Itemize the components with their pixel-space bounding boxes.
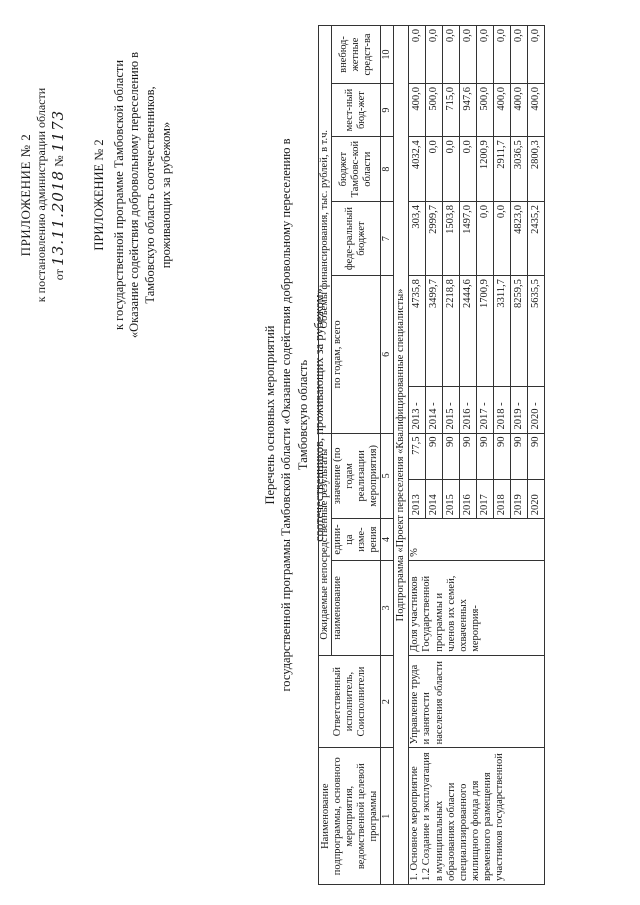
fund-federal-cell: 1497,0 bbox=[460, 202, 477, 276]
result-value-cell: 77,5 bbox=[409, 433, 426, 479]
fund-total-cell: 2444,6 bbox=[460, 276, 477, 387]
fund-local-cell: 715,0 bbox=[443, 83, 460, 136]
header-fund-local: мест-ный бюд-жет bbox=[332, 83, 381, 136]
title-line-1: Перечень основных мероприятий bbox=[263, 325, 277, 505]
fund-year-cell: 2018 - bbox=[494, 387, 511, 433]
fund-local-cell: 400,0 bbox=[528, 83, 545, 136]
result-year-cell: 2017 bbox=[477, 479, 494, 518]
header-fund-regional: бюджет Тамбовс-кой области bbox=[332, 137, 381, 202]
measures-table bbox=[318, 25, 545, 885]
fund-offbudget-cell: 0,0 bbox=[494, 26, 511, 84]
fund-regional-cell: 2911,7 bbox=[494, 137, 511, 202]
program-appendix-line-3: Тамбовскую область соотечественников, bbox=[142, 86, 157, 304]
result-value-cell: 90 bbox=[528, 433, 545, 479]
header-unit: едини-ца изме-рения bbox=[332, 519, 381, 561]
header-results-group: Ожидаемые непосредственные результаты bbox=[319, 433, 332, 655]
result-year-cell: 2014 bbox=[426, 479, 443, 518]
table-row bbox=[409, 26, 426, 885]
fund-year-cell: 2019 - bbox=[511, 387, 528, 433]
program-appendix-line-2: «Оказание содействия добровольному переселению в bbox=[127, 51, 142, 339]
result-value-cell: 90 bbox=[511, 433, 528, 479]
responsible-cell: Управление труда и занятости населения области bbox=[409, 655, 545, 748]
fund-total-cell: 8259,5 bbox=[511, 276, 528, 387]
program-appendix-header bbox=[92, 30, 174, 360]
col-number: 8 bbox=[381, 137, 394, 202]
result-value-cell: 90 bbox=[443, 433, 460, 479]
fund-local-cell: 500,0 bbox=[477, 83, 494, 136]
fund-federal-cell: 4823,0 bbox=[511, 202, 528, 276]
result-name-cell: Доля участников Государственной программы и членов их семей, охваченных мероприя- bbox=[409, 560, 545, 655]
fund-local-cell: 400,0 bbox=[511, 83, 528, 136]
program-appendix-line-1: к государственной программе Тамбовской области bbox=[111, 59, 126, 331]
appendix-header bbox=[18, 35, 68, 355]
fund-year-cell: 2017 - bbox=[477, 387, 494, 433]
result-year-cell: 2015 bbox=[443, 479, 460, 518]
header-fund-offbudget: внебюд-жетные средст-ва bbox=[332, 26, 381, 84]
data-rows bbox=[409, 26, 545, 885]
result-value-cell: 90 bbox=[460, 433, 477, 479]
fund-local-cell: 500,0 bbox=[426, 83, 443, 136]
fund-federal-cell: 2435,2 bbox=[528, 202, 545, 276]
result-value-cell: 90 bbox=[494, 433, 511, 479]
fund-regional-cell: 4032,4 bbox=[409, 137, 426, 202]
result-year-cell: 2019 bbox=[511, 479, 528, 518]
title-line-2: государственной программы Тамбовской области «Оказание содействия добровольному переселению в Тамбовскую область bbox=[279, 138, 310, 692]
header-fund-federal: феде-ральный бюджет bbox=[332, 202, 381, 276]
unit-cell: % bbox=[409, 519, 545, 561]
fund-total-cell: 3499,7 bbox=[426, 276, 443, 387]
fund-offbudget-cell: 0,0 bbox=[511, 26, 528, 84]
fund-regional-cell: 1200,9 bbox=[477, 137, 494, 202]
col-number: 3 bbox=[381, 560, 394, 655]
fund-regional-cell: 0,0 bbox=[426, 137, 443, 202]
program-appendix-title: ПРИЛОЖЕНИЕ № 2 bbox=[92, 139, 106, 251]
result-year-cell: 2013 bbox=[409, 479, 426, 518]
fund-year-cell: 2015 - bbox=[443, 387, 460, 433]
date-prefix: от bbox=[52, 269, 67, 281]
fund-offbudget-cell: 0,0 bbox=[409, 26, 426, 84]
fund-offbudget-cell: 0,0 bbox=[477, 26, 494, 84]
header-row-1 bbox=[319, 26, 332, 885]
fund-local-cell: 400,0 bbox=[494, 83, 511, 136]
result-year-cell: 2020 bbox=[528, 479, 545, 518]
fund-offbudget-cell: 0,0 bbox=[443, 26, 460, 84]
handwritten-date: 13.11.2018 bbox=[49, 169, 68, 266]
fund-federal-cell: 1503,8 bbox=[443, 202, 460, 276]
fund-offbudget-cell: 0,0 bbox=[426, 26, 443, 84]
header-funding-group: Объемы финансирования, тыс. рублей, в т.ч. bbox=[319, 26, 332, 434]
result-year-cell: 2018 bbox=[494, 479, 511, 518]
col-number: 9 bbox=[381, 83, 394, 136]
result-value-cell: 90 bbox=[477, 433, 494, 479]
result-year-cell: 2016 bbox=[460, 479, 477, 518]
col-number: 4 bbox=[381, 519, 394, 561]
col-number: 10 bbox=[381, 26, 394, 84]
col-number: 7 bbox=[381, 202, 394, 276]
fund-local-cell: 400,0 bbox=[409, 83, 426, 136]
fund-total-cell: 5635,5 bbox=[528, 276, 545, 387]
col-number: 6 bbox=[381, 276, 394, 433]
subprogram-title: Подпрограмма «Проект переселения «Квалифицированные специалисты» bbox=[394, 26, 409, 885]
fund-federal-cell: 2999,7 bbox=[426, 202, 443, 276]
fund-year-cell: 2016 - bbox=[460, 387, 477, 433]
fund-federal-cell: 303,4 bbox=[409, 202, 426, 276]
col-number: 5 bbox=[381, 433, 394, 519]
fund-federal-cell: 0,0 bbox=[477, 202, 494, 276]
fund-offbudget-cell: 0,0 bbox=[460, 26, 477, 84]
header-value: значение (по годам реализации мероприятия) bbox=[332, 433, 381, 519]
fund-regional-cell: 0,0 bbox=[443, 137, 460, 202]
appendix-subtitle: к постановлению администрации области bbox=[34, 87, 49, 303]
fund-year-cell: 2013 - bbox=[409, 387, 426, 433]
col-number: 1 bbox=[381, 748, 394, 885]
program-appendix-line-4: проживающих за рубежом» bbox=[158, 121, 173, 269]
number-prefix: № bbox=[52, 155, 67, 167]
fund-total-cell: 2218,8 bbox=[443, 276, 460, 387]
appendix-title: ПРИЛОЖЕНИЕ № 2 bbox=[18, 133, 33, 257]
header-fund-years: по годам, всего bbox=[332, 276, 381, 433]
header-result-name: наименование bbox=[332, 560, 381, 655]
handwritten-number: 1173 bbox=[49, 109, 68, 152]
col-number: 2 bbox=[381, 655, 394, 748]
fund-federal-cell: 0,0 bbox=[494, 202, 511, 276]
fund-regional-cell: 2800,3 bbox=[528, 137, 545, 202]
fund-local-cell: 947,6 bbox=[460, 83, 477, 136]
fund-total-cell: 1700,9 bbox=[477, 276, 494, 387]
result-value-cell: 90 bbox=[426, 433, 443, 479]
title-line-3: соотечественников, проживающих за рубежом» bbox=[311, 288, 326, 542]
fund-offbudget-cell: 0,0 bbox=[528, 26, 545, 84]
fund-regional-cell: 3036,5 bbox=[511, 137, 528, 202]
measure-name-cell: 1. Основное мероприятие 1.2 Создание и эксплуатация в муниципальных образованиях области специализированного жилищного фонда для временного размещения участников государственной bbox=[409, 748, 545, 885]
fund-year-cell: 2014 - bbox=[426, 387, 443, 433]
fund-year-cell: 2020 - bbox=[528, 387, 545, 433]
header-responsible: Ответственный исполнитель, Соисполнители bbox=[319, 655, 381, 748]
fund-total-cell: 3311,7 bbox=[494, 276, 511, 387]
header-name: Наименование подпрограммы, основного мероприятия, ведомственной целевой программы bbox=[319, 748, 381, 885]
fund-total-cell: 4735,8 bbox=[409, 276, 426, 387]
subprogram-row bbox=[394, 26, 409, 885]
column-numbers-row bbox=[381, 26, 394, 885]
appendix-date-line bbox=[49, 35, 68, 355]
fund-regional-cell: 0,0 bbox=[460, 137, 477, 202]
